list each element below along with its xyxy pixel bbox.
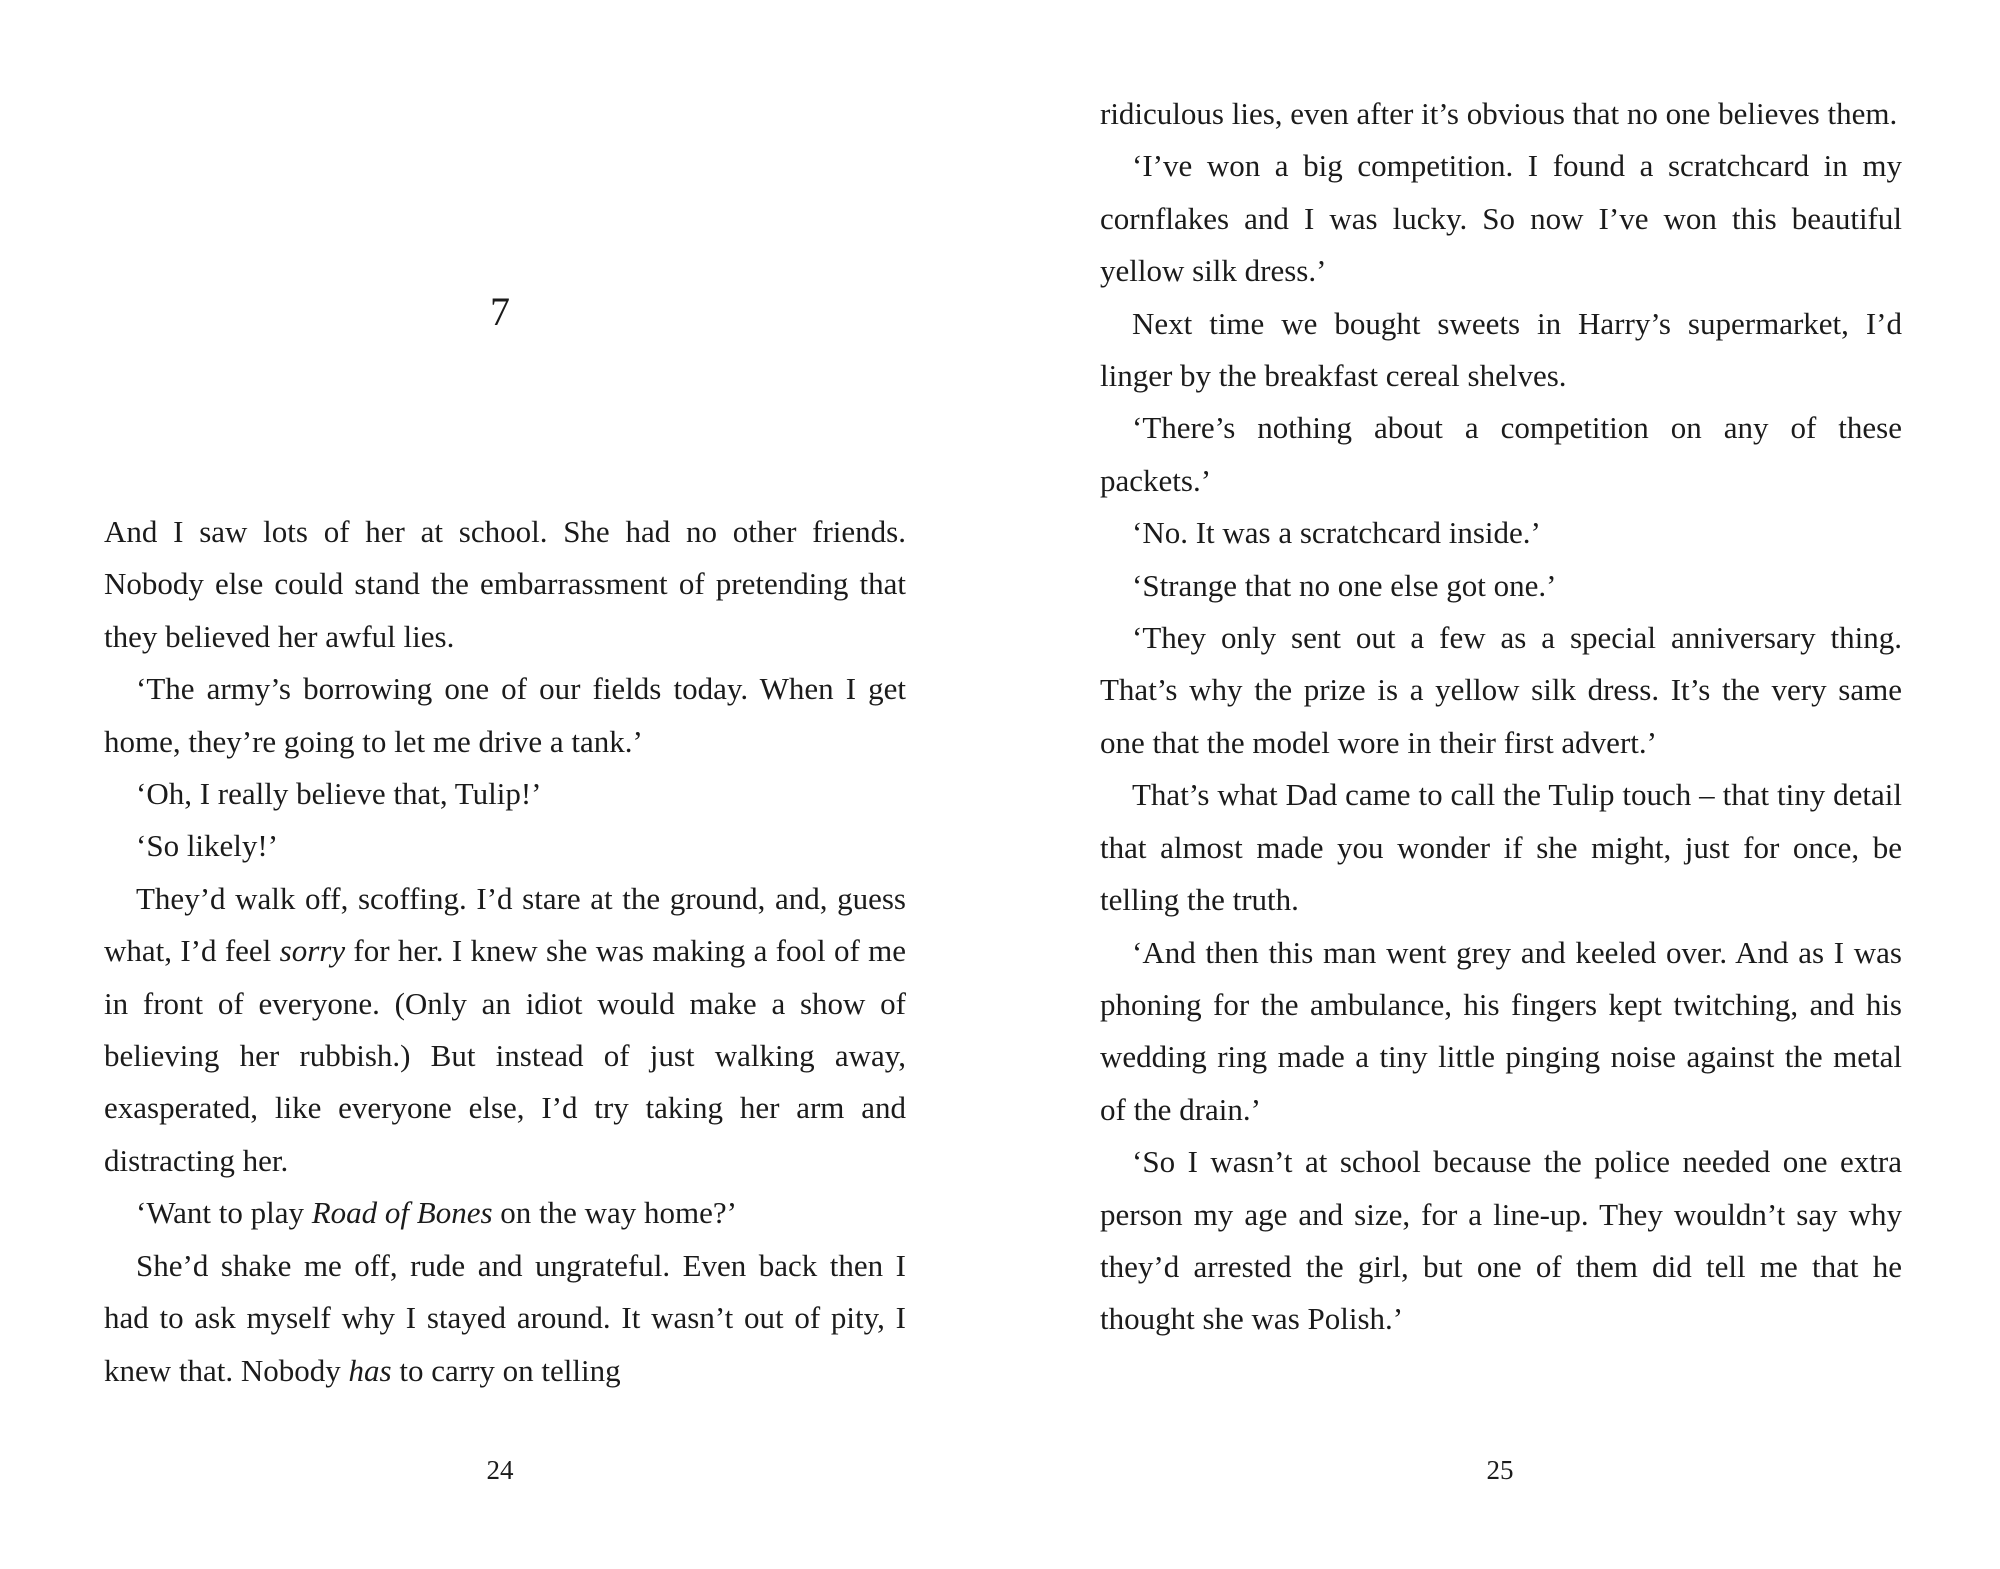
text-run: ridiculous lies, even after it’s obvious that no one believes them. xyxy=(1100,96,1898,131)
paragraph xyxy=(104,663,906,768)
paragraph xyxy=(104,820,906,872)
text-run: for her. I knew she was making a fool of me in front of everyone. (Only an idiot would make a show of believing her rubbish.) But instead of just walking away, exasperated, like everyone else, I’d try taking her arm and distracting her. xyxy=(104,933,906,1178)
text-run: ‘Strange that no one else got one.’ xyxy=(1132,567,1557,603)
paragraph xyxy=(1100,298,1902,403)
text-run: They’d walk off, scoffing. I’d stare at the ground, and, guess what, I’d feel xyxy=(104,880,906,969)
text-run: on the way home?’ xyxy=(492,1195,738,1231)
italic-text: sorry xyxy=(279,933,346,969)
paragraph xyxy=(1100,507,1902,559)
text-run: Next time we bought sweets in Harry’s supermarket, I’d linger by the breakfast cereal shelves. xyxy=(1100,305,1902,394)
text-run: ‘They only sent out a few as a special anniversary thing. That’s why the prize is a yellow silk dress. It’s the very same one that the model wore in their first advert.’ xyxy=(1100,620,1902,760)
paragraph xyxy=(104,873,906,1187)
text-run: ‘And then this man went grey and keeled over. And as I was phoning for the ambulance, his fingers kept twitching, and his wedding ring made a tiny little pinging noise against the metal of the drain.’ xyxy=(1100,934,1902,1127)
text-run: She’d shake me off, rude and ungrateful. Even back then I had to ask myself why I stayed around. It wasn’t out of pity, I knew that. Nobody xyxy=(104,1247,906,1388)
text-run: ‘So I wasn’t at school because the police needed one extra person my age and size, for a line-up. They wouldn’t say why they’d arrested the girl, but one of them did tell me that he thought she was Polish.’ xyxy=(1100,1144,1902,1337)
paragraph xyxy=(1100,140,1902,297)
paragraph xyxy=(104,768,906,820)
text-run: ‘Oh, I really believe that, Tulip!’ xyxy=(136,776,542,812)
chapter-number: 7 xyxy=(490,289,510,334)
text-run: ‘Want to play xyxy=(136,1195,312,1231)
paragraph xyxy=(1100,612,1902,769)
left-page-text xyxy=(104,506,906,1397)
paragraph xyxy=(1100,402,1902,507)
paragraph xyxy=(1100,560,1902,612)
text-run: That’s what Dad came to call the Tulip touch – that tiny detail that almost made you wonder if she might, just for once, be telling the truth. xyxy=(1100,777,1902,918)
text-run: ‘There’s nothing about a competition on any of these packets.’ xyxy=(1100,410,1902,498)
text-run: ‘I’ve won a big competition. I found a scratchcard in my cornflakes and I was lucky. So now I’ve won this beautiful yellow silk dress.’ xyxy=(1100,148,1902,289)
paragraph xyxy=(1100,927,1902,1137)
italic-text: Road of Bones xyxy=(311,1195,493,1231)
text-run: And I saw lots of her at school. She had no other friends. Nobody else could stand the embarrassment of pretending that they believed her awful lies. xyxy=(104,514,906,654)
right-page xyxy=(1000,0,2000,1569)
paragraph xyxy=(104,1240,906,1397)
paragraph xyxy=(104,506,906,663)
page-number: 25 xyxy=(1486,1455,1514,1485)
paragraph xyxy=(104,1187,906,1239)
text-run: ‘So likely!’ xyxy=(136,828,279,864)
text-run: ‘No. It was a scratchcard inside.’ xyxy=(1132,515,1541,551)
text-run: to carry on telling xyxy=(391,1352,621,1388)
right-page-text xyxy=(1100,88,1902,1346)
text-run: ‘The army’s borrowing one of our fields today. When I get home, they’re going to let me drive a tank.’ xyxy=(104,671,906,759)
paragraph xyxy=(1100,769,1902,926)
italic-text: has xyxy=(348,1352,392,1388)
paragraph xyxy=(1100,1136,1902,1346)
paragraph xyxy=(1100,88,1902,140)
page-number: 24 xyxy=(486,1455,514,1485)
